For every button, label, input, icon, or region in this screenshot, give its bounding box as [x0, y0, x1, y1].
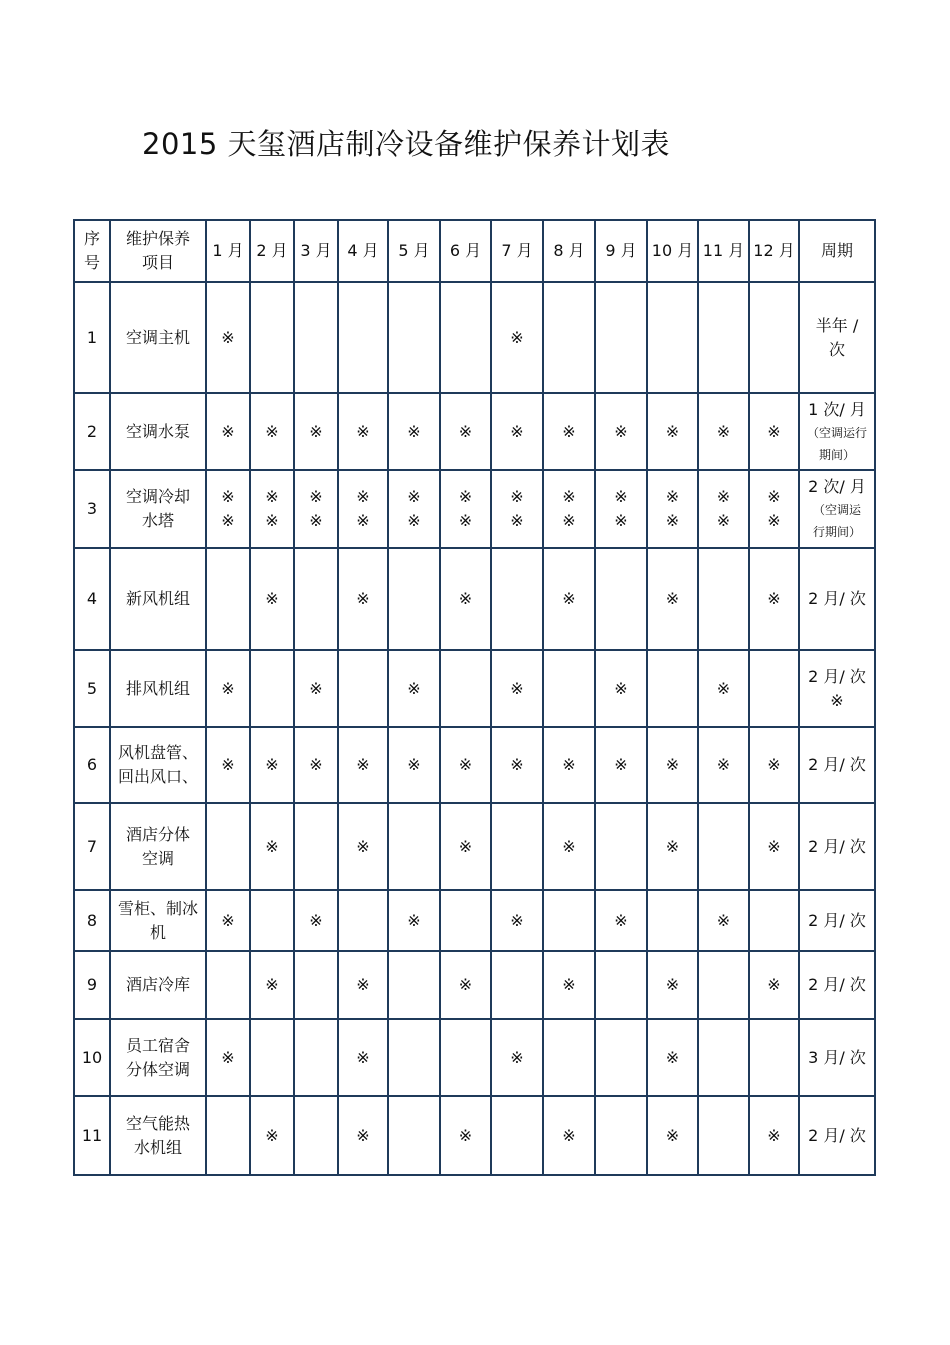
mark-cell-month-12: ※ ※: [749, 470, 799, 548]
mark-cell-month-3: [294, 803, 338, 890]
mark-cell-month-7: ※ ※: [491, 470, 543, 548]
mark-cell-month-9: [595, 951, 647, 1019]
mark-cell-month-2: ※: [250, 548, 294, 650]
table-row: [74, 1019, 875, 1096]
mark-cell-month-6: ※: [440, 393, 491, 470]
mark-cell-month-6: ※: [440, 727, 491, 803]
header-month-1: 1 月: [206, 220, 250, 282]
mark-cell-month-9: ※: [595, 393, 647, 470]
row-item: 空调水泵: [110, 393, 206, 470]
mark-cell-month-4: ※: [338, 393, 388, 470]
mark-cell-month-6: ※: [440, 548, 491, 650]
mark-cell-month-12: ※: [749, 393, 799, 470]
table-header-row: [74, 220, 875, 282]
mark-cell-month-3: [294, 1019, 338, 1096]
mark-cell-month-1: ※: [206, 650, 250, 727]
mark-cell-month-3: ※: [294, 890, 338, 951]
header-month-11: 11 月: [698, 220, 749, 282]
mark-cell-month-8: ※: [543, 951, 595, 1019]
mark-cell-month-12: [749, 890, 799, 951]
header-month-8: 8 月: [543, 220, 595, 282]
mark-cell-month-4: ※: [338, 1019, 388, 1096]
mark-cell-month-8: ※ ※: [543, 470, 595, 548]
mark-cell-month-1: [206, 803, 250, 890]
mark-cell-month-10: ※: [647, 803, 698, 890]
page-title: 2015 天玺酒店制冷设备维护保养计划表: [142, 127, 671, 161]
row-cycle: [799, 282, 875, 393]
mark-cell-month-8: ※: [543, 803, 595, 890]
mark-cell-month-2: [250, 282, 294, 393]
row-number: 9: [74, 951, 110, 1019]
mark-cell-month-8: [543, 890, 595, 951]
table-row: [74, 803, 875, 890]
mark-cell-month-7: [491, 1096, 543, 1175]
cycle-text: 2 月/ 次: [808, 836, 866, 856]
mark-cell-month-4: ※ ※: [338, 470, 388, 548]
mark-cell-month-4: ※: [338, 803, 388, 890]
mark-cell-month-9: [595, 803, 647, 890]
row-cycle: [799, 1019, 875, 1096]
cycle-text: 2 月/ 次: [808, 975, 866, 994]
table-row: [74, 470, 875, 548]
row-number: 8: [74, 890, 110, 951]
mark-cell-month-7: ※: [491, 1019, 543, 1096]
header-month-2: 2 月: [250, 220, 294, 282]
mark-cell-month-8: ※: [543, 548, 595, 650]
row-number: 10: [74, 1019, 110, 1096]
mark-cell-month-11: [698, 1096, 749, 1175]
mark-cell-month-6: ※: [440, 1096, 491, 1175]
mark-cell-month-8: [543, 650, 595, 727]
mark-cell-month-11: ※ ※: [698, 470, 749, 548]
mark-cell-month-10: ※: [647, 727, 698, 803]
mark-cell-month-10: [647, 282, 698, 393]
mark-cell-month-10: ※: [647, 393, 698, 470]
row-item: 风机盘管、 回出风口、: [110, 727, 206, 803]
mark-cell-month-11: [698, 1019, 749, 1096]
row-cycle: [799, 548, 875, 650]
mark-cell-month-8: ※: [543, 393, 595, 470]
mark-cell-month-11: [698, 282, 749, 393]
mark-cell-month-11: ※: [698, 727, 749, 803]
row-cycle: [799, 393, 875, 470]
mark-cell-month-7: [491, 951, 543, 1019]
table-row: [74, 727, 875, 803]
mark-cell-month-11: ※: [698, 650, 749, 727]
mark-cell-month-5: [388, 282, 440, 393]
mark-cell-month-2: [250, 1019, 294, 1096]
row-cycle: [799, 470, 875, 548]
table-row: [74, 282, 875, 393]
cycle-text: 2 月/ 次: [808, 589, 866, 608]
row-cycle: [799, 803, 875, 890]
row-number: 11: [74, 1096, 110, 1175]
mark-cell-month-5: ※: [388, 890, 440, 951]
mark-cell-month-9: ※: [595, 890, 647, 951]
mark-cell-month-2: ※: [250, 393, 294, 470]
row-item: 雪柜、制冰 机: [110, 890, 206, 951]
mark-cell-month-6: [440, 650, 491, 727]
row-item: 新风机组: [110, 548, 206, 650]
mark-cell-month-1: ※: [206, 282, 250, 393]
mark-cell-month-9: ※: [595, 727, 647, 803]
header-month-12: 12 月: [749, 220, 799, 282]
mark-cell-month-5: [388, 548, 440, 650]
mark-cell-month-2: ※: [250, 1096, 294, 1175]
header-month-6: 6 月: [440, 220, 491, 282]
cycle-text: 2 月/ 次: [808, 1125, 866, 1145]
mark-cell-month-11: [698, 951, 749, 1019]
mark-cell-month-11: [698, 548, 749, 650]
mark-cell-month-11: ※: [698, 890, 749, 951]
mark-cell-month-9: ※: [595, 650, 647, 727]
row-cycle: [799, 1096, 875, 1175]
mark-cell-month-6: [440, 282, 491, 393]
row-number: 1: [74, 282, 110, 393]
mark-cell-month-7: ※: [491, 282, 543, 393]
mark-cell-month-4: ※: [338, 548, 388, 650]
cycle-text: 2 月/ 次: [808, 755, 866, 774]
mark-cell-month-2: [250, 650, 294, 727]
mark-cell-month-3: [294, 1096, 338, 1175]
mark-cell-month-6: [440, 1019, 491, 1096]
mark-cell-month-5: [388, 951, 440, 1019]
mark-cell-month-1: ※ ※: [206, 470, 250, 548]
mark-cell-month-4: ※: [338, 1096, 388, 1175]
header-item: 维护保养 项目: [110, 220, 206, 282]
row-item: 排风机组: [110, 650, 206, 727]
mark-cell-month-12: ※: [749, 951, 799, 1019]
mark-cell-month-2: ※: [250, 951, 294, 1019]
mark-cell-month-5: ※: [388, 650, 440, 727]
row-item: 空气能热 水机组: [110, 1096, 206, 1175]
row-item: 员工宿舍 分体空调: [110, 1019, 206, 1096]
mark-cell-month-4: [338, 282, 388, 393]
header-month-9: 9 月: [595, 220, 647, 282]
mark-cell-month-2: ※ ※: [250, 470, 294, 548]
mark-cell-month-5: [388, 803, 440, 890]
row-number: 4: [74, 548, 110, 650]
mark-cell-month-8: ※: [543, 727, 595, 803]
mark-cell-month-7: ※: [491, 393, 543, 470]
mark-cell-month-2: [250, 890, 294, 951]
mark-cell-month-8: ※: [543, 1096, 595, 1175]
mark-cell-month-10: ※: [647, 548, 698, 650]
mark-cell-month-3: [294, 548, 338, 650]
mark-cell-month-2: ※: [250, 803, 294, 890]
row-number: 5: [74, 650, 110, 727]
cycle-note: （空调运行 期间）: [806, 425, 867, 462]
mark-cell-month-4: [338, 890, 388, 951]
row-item: 酒店冷库: [110, 951, 206, 1019]
table-row: [74, 890, 875, 951]
mark-cell-month-6: ※: [440, 951, 491, 1019]
mark-cell-month-10: [647, 890, 698, 951]
mark-cell-month-5: ※: [388, 727, 440, 803]
header-no: 序 号: [74, 220, 110, 282]
mark-cell-month-1: [206, 1096, 250, 1175]
header-month-7: 7 月: [491, 220, 543, 282]
mark-cell-month-4: [338, 650, 388, 727]
mark-cell-month-1: [206, 951, 250, 1019]
mark-cell-month-5: [388, 1096, 440, 1175]
row-cycle: [799, 727, 875, 803]
cycle-text: 3 月/ 次: [808, 1047, 866, 1067]
mark-cell-month-3: [294, 282, 338, 393]
mark-cell-month-3: ※: [294, 727, 338, 803]
mark-cell-month-9: [595, 1019, 647, 1096]
cycle-text: 1 次/ 月: [808, 399, 866, 419]
cycle-text: 2 月/ 次: [808, 910, 866, 930]
mark-cell-month-10: ※: [647, 1019, 698, 1096]
mark-cell-month-1: [206, 548, 250, 650]
mark-cell-month-9: ※ ※: [595, 470, 647, 548]
mark-cell-month-1: ※: [206, 1019, 250, 1096]
mark-cell-month-3: ※: [294, 650, 338, 727]
row-item: 酒店分体 空调: [110, 803, 206, 890]
mark-cell-month-11: ※: [698, 393, 749, 470]
mark-cell-month-6: ※: [440, 803, 491, 890]
mark-cell-month-4: ※: [338, 951, 388, 1019]
mark-cell-month-7: ※: [491, 650, 543, 727]
table-row: [74, 650, 875, 727]
header-month-3: 3 月: [294, 220, 338, 282]
mark-cell-month-6: ※ ※: [440, 470, 491, 548]
cycle-text: 2 次/ 月: [808, 477, 866, 496]
mark-cell-month-7: [491, 803, 543, 890]
mark-cell-month-12: ※: [749, 548, 799, 650]
row-number: 2: [74, 393, 110, 470]
mark-cell-month-1: ※: [206, 393, 250, 470]
mark-cell-month-7: ※: [491, 727, 543, 803]
mark-cell-month-7: [491, 548, 543, 650]
table-row: [74, 1096, 875, 1175]
mark-cell-month-12: ※: [749, 1096, 799, 1175]
table-row: [74, 951, 875, 1019]
mark-cell-month-3: [294, 951, 338, 1019]
mark-cell-month-10: ※: [647, 1096, 698, 1175]
mark-cell-month-4: ※: [338, 727, 388, 803]
mark-cell-month-7: ※: [491, 890, 543, 951]
mark-cell-month-10: [647, 650, 698, 727]
row-number: 6: [74, 727, 110, 803]
mark-cell-month-6: [440, 890, 491, 951]
mark-cell-month-12: ※: [749, 803, 799, 890]
row-cycle: [799, 890, 875, 951]
cycle-text: 半年 / 次: [815, 315, 859, 359]
mark-cell-month-5: ※ ※: [388, 470, 440, 548]
cycle-note: （空调运 行期间）: [812, 503, 861, 539]
mark-cell-month-11: [698, 803, 749, 890]
mark-cell-month-12: [749, 650, 799, 727]
mark-cell-month-9: [595, 548, 647, 650]
table-row: [74, 548, 875, 650]
mark-cell-month-2: ※: [250, 727, 294, 803]
row-number: 7: [74, 803, 110, 890]
row-cycle: [799, 951, 875, 1019]
cycle-text: 2 月/ 次 ※: [808, 666, 866, 710]
header-month-10: 10 月: [647, 220, 698, 282]
mark-cell-month-12: ※: [749, 727, 799, 803]
header-month-5: 5 月: [388, 220, 440, 282]
mark-cell-month-10: ※: [647, 951, 698, 1019]
header-month-4: 4 月: [338, 220, 388, 282]
table-row: [74, 393, 875, 470]
mark-cell-month-12: [749, 282, 799, 393]
mark-cell-month-8: [543, 1019, 595, 1096]
row-item: 空调冷却 水塔: [110, 470, 206, 548]
mark-cell-month-1: ※: [206, 727, 250, 803]
row-item: 空调主机: [110, 282, 206, 393]
row-number: 3: [74, 470, 110, 548]
header-cycle: 周期: [799, 220, 875, 282]
maintenance-schedule-table: [73, 219, 876, 1176]
mark-cell-month-10: ※ ※: [647, 470, 698, 548]
mark-cell-month-1: ※: [206, 890, 250, 951]
mark-cell-month-9: [595, 1096, 647, 1175]
row-cycle: [799, 650, 875, 727]
mark-cell-month-3: ※ ※: [294, 470, 338, 548]
mark-cell-month-5: [388, 1019, 440, 1096]
mark-cell-month-8: [543, 282, 595, 393]
mark-cell-month-12: [749, 1019, 799, 1096]
mark-cell-month-9: [595, 282, 647, 393]
mark-cell-month-3: ※: [294, 393, 338, 470]
mark-cell-month-5: ※: [388, 393, 440, 470]
